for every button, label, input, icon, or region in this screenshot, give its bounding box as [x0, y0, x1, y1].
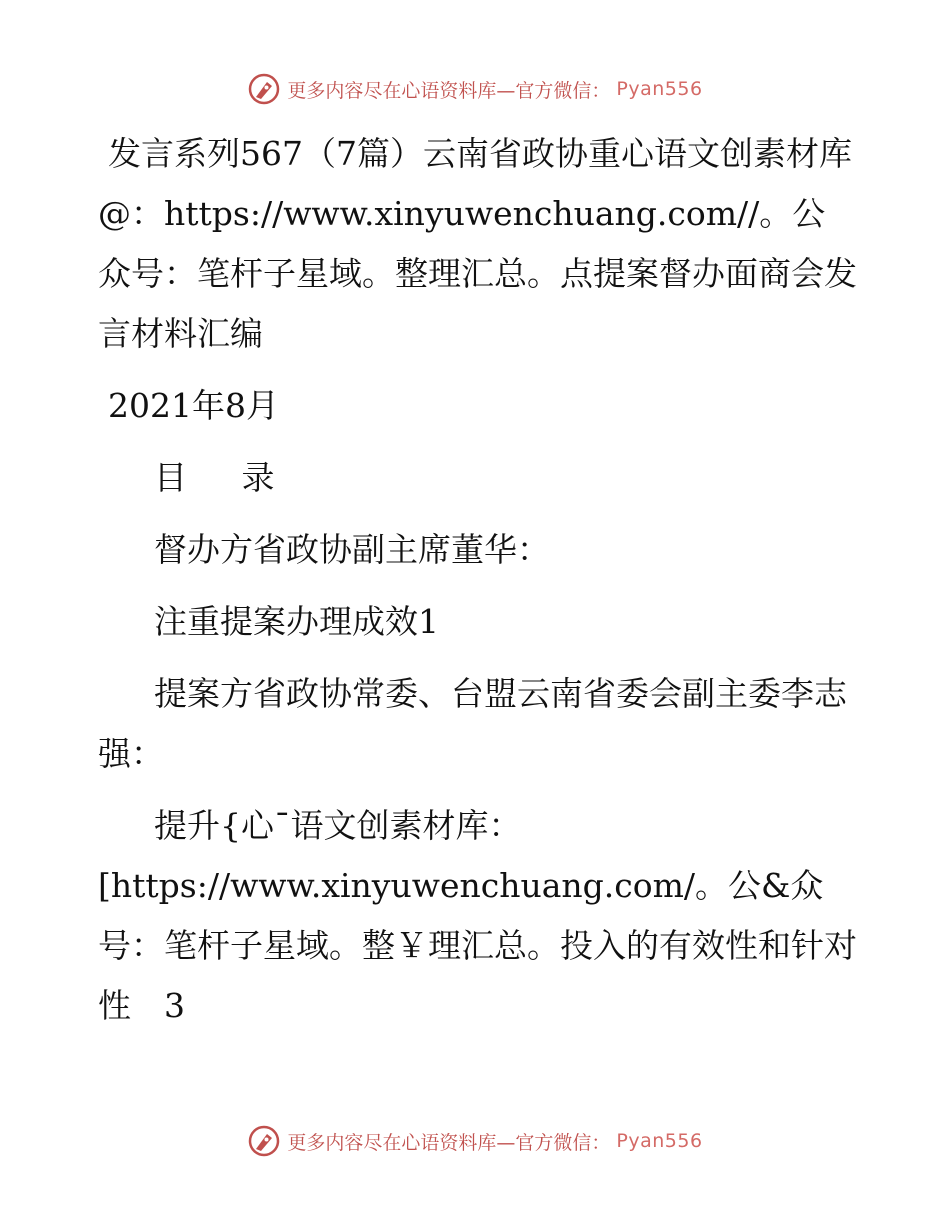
watermark-wechat-id: Pyan556	[616, 78, 703, 100]
document-title: 发言系列567（7篇）云南省政协重心语文创素材库@：https://www.xinyuwenchuang.com//。公众号：笔杆子星域。整理汇总。点提案督办面商会发言材料汇编	[98, 134, 857, 353]
watermark-text: 更多内容尽在心语资料库—官方微信：	[287, 1131, 611, 1154]
watermark-text: 更多内容尽在心语资料库—官方微信：	[287, 79, 611, 102]
toc-heading: 目 录	[154, 458, 297, 497]
watermark-wechat-id: Pyan556	[616, 1130, 703, 1152]
document-date: 2021年8月	[108, 386, 279, 425]
watermark-footer	[0, 1124, 950, 1158]
document-body	[98, 124, 858, 1036]
pen-nib-seal-icon	[247, 1124, 281, 1158]
toc-entry: 提案方省政协常委、台盟云南省委会副主委李志强：	[98, 674, 847, 773]
toc-entry: 注重提案办理成效1	[154, 602, 439, 641]
toc-entry: 督办方省政协副主席董华：	[154, 530, 550, 569]
watermark-header	[0, 72, 950, 106]
toc-entry: 提升{心¯语文创素材库：[https://www.xinyuwenchuang.com/。公&众号：笔杆子星域。整￥理汇总。投入的有效性和针对性 3	[98, 806, 857, 1025]
pen-nib-seal-icon	[247, 72, 281, 106]
